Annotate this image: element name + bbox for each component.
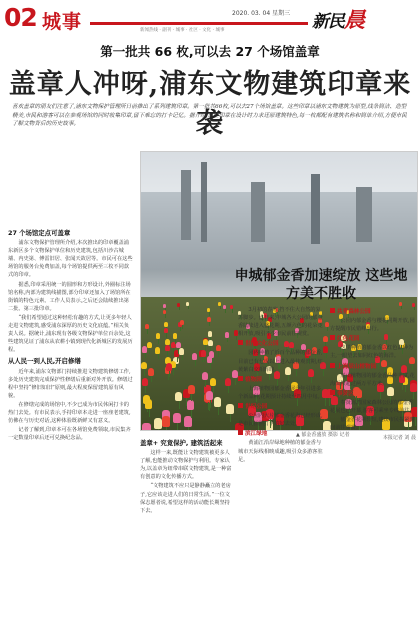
tulip-flower (202, 372, 208, 380)
tulip-flower (230, 305, 233, 309)
location-name: 世博文化公园 (245, 341, 279, 348)
tulip-flower (206, 391, 213, 400)
tulip-flower (187, 400, 194, 410)
location-name: 植物园 (245, 376, 262, 383)
square-bullet-icon (330, 390, 335, 395)
paragraph: 公园内郁金香与樱花同期开放,园方提醒市民错峰出行。 (330, 318, 415, 333)
column-subhead: 27 个场馆定点可盖章 (8, 229, 71, 237)
tulip-flower (166, 363, 172, 371)
date-line: 2020. 03. 04 星期三 (232, 10, 291, 17)
location-heading (330, 390, 416, 398)
tulip-flower (147, 342, 152, 348)
masthead-char-2: 民 (328, 12, 344, 32)
location-heading (330, 308, 416, 316)
tulip-flower (176, 342, 181, 348)
location-name: 共青森林公园 (337, 309, 371, 315)
tulip-stem (165, 313, 166, 318)
tulip-flower (145, 324, 149, 329)
square-bullet-icon (330, 363, 335, 368)
photo-caption: ▲ 郁金香盛放 摄影 记者 (296, 432, 350, 438)
tulip-flower (210, 378, 216, 386)
tulip-flower (148, 368, 154, 376)
paragraph: 黄浦江沿岸绿地种植的郁金香与城市天际线相映成趣,吸引众多游客驻足。 (238, 440, 323, 463)
column-subhead: 盖章+ 究竟保护, 建筑活起来 (140, 439, 223, 447)
tulip-flower (223, 305, 226, 309)
paragraph: 在修缮完成的场馆中,不少已成为市民休闲打卡的热门去处。有市民表示,手持印章本走进一座座老建筑,仿佛在与历史对话,这种体验既新鲜又有意义。 (8, 401, 131, 425)
tulip-flower (164, 328, 168, 333)
tulip-flower (207, 308, 210, 312)
location-name: 滨江绿地 (245, 431, 268, 438)
tulip-flower (208, 340, 213, 346)
sidebar-column-2 (330, 306, 416, 636)
square-bullet-icon (330, 335, 335, 340)
tulip-flower (180, 320, 184, 325)
sidebar-column-1 (238, 306, 324, 636)
tulip-flower (209, 351, 214, 358)
tulip-flower (165, 345, 170, 351)
location-heading (238, 340, 324, 348)
paragraph: 园内种植了近百个品种的郁金香,目前已有七成以上进入最佳观赏期,红黄紫白交相辉映。 (238, 350, 323, 373)
tulip-flower (203, 339, 208, 345)
paragraph: 浦东文物保护管理所介绍,本次推出的印章覆盖浦东新区多个文物保护单位和历史建筑,包括川沙古城墙、内史第、傅雷旧居、张闻天故居等。市民可在这些场馆的服务台免费加盖,每个场馆提供两至三枚不同款式的印章。 (8, 240, 133, 279)
tulip-flower (155, 347, 160, 354)
square-bullet-icon (238, 376, 243, 381)
location-name: 奉贤区 (337, 390, 354, 397)
header-rule (90, 22, 308, 25)
masthead-char-3: 晨 (344, 7, 364, 32)
tulip-flower (216, 345, 221, 351)
paragraph: “我们希望通过这种轻松有趣的方式,让更多年轻人走进文物建筑,感受浦东深厚的历史文化底蕴。”相关负责人说。据统计,浦东现有各级文物保护单位百余处,这些建筑见证了浦东从农耕小镇到现代化新城区的发展历程。 (8, 314, 133, 354)
photo-tower (311, 174, 320, 244)
tulip-flower (173, 333, 177, 339)
location-name: 红色花园 (337, 336, 360, 343)
paragraph: 近年来,浦东文物部门持续推进文物建筑修缮工作,多处历史建筑完成保护性修缮后重新对外开放。修缮过程中坚持“修旧如旧”原则,最大程度保留建筑原有风貌。 (8, 368, 133, 399)
tulip-flower (225, 378, 231, 386)
location-name: 世纪公园 (245, 404, 268, 411)
paragraph: 3月初的春寒,挡不住大自然的复苏脚步。连日来,申城各大公园的郁金香陆续进入盛花期,五颜六色的花朵竞相开放,吸引不少市民前往观赏。 (238, 307, 323, 338)
byline: 本报记者 刘 晨 (382, 435, 416, 442)
sidebar-headline: 申城郁金香加速绽放 这些地方美不胜收 (234, 268, 408, 302)
masthead-char-1: 新 (312, 12, 328, 32)
tulip-flower (173, 413, 181, 423)
square-bullet-icon (238, 430, 243, 435)
tulip-flower (142, 346, 147, 353)
section-name: 城事 (42, 11, 83, 33)
location-name: 上海辰山植物园 (337, 363, 377, 370)
square-bullet-icon (238, 403, 243, 408)
header-subline: 新闻热线 · 副刊 · 城事 · 社区 · 文化 · 城事 (140, 28, 225, 33)
location-heading (238, 403, 324, 411)
location-heading (330, 363, 416, 371)
square-bullet-icon (238, 340, 243, 345)
tulip-flower (225, 332, 229, 338)
paragraph: 公园内大片郁金香花海已经形成,是市民拍照打卡的好去处。 (238, 413, 323, 428)
article-column-2 (140, 436, 232, 636)
tulip-flower (164, 322, 168, 327)
page-header (0, 0, 420, 34)
tulip-flower (214, 397, 221, 407)
tulip-flower (141, 362, 147, 369)
paragraph: 奉贤海湾国家森林公园的郁金香花展也已开幕,游客可乘坐专线前往。 (330, 399, 415, 415)
photo-tower (356, 187, 372, 242)
tulip-flower (163, 304, 166, 308)
column-subhead: 从人民一到人民,开启修缮 (8, 357, 81, 366)
tulip-stem (166, 332, 167, 338)
tulip-flower (145, 399, 152, 409)
tulip-flower (142, 423, 151, 431)
tulip-flower (156, 333, 160, 339)
tulip-flower (226, 404, 234, 414)
tulip-flower (207, 317, 211, 322)
square-bullet-icon (330, 308, 335, 313)
article-lead: 喜欢盖章的朋友们注意了,浦东文物保护管理所日前推出了系列建筑印章。第一批共66枚,可以去27个场馆盖章。这些印章以浦东文物建筑为原型,线条简洁、造型精美,市民和游客可以在参观场馆的同时收集印章,留下难忘的打卡记忆。据介绍,这些印章在设计时力求还原建筑特色,每一枚都配有建筑名称和简单介绍,方便市民了解文物背后的历史故事。 (12, 104, 407, 128)
tulip-flower (177, 303, 180, 307)
section-number: 02 (4, 3, 37, 32)
location-heading (238, 376, 324, 384)
location-heading (238, 430, 324, 438)
photo-tower (201, 162, 207, 242)
paragraph: 郁金香花期较短,建议市民抓紧时间前往观赏。 (330, 417, 415, 432)
paragraph: 上海植物园郁金香展今年引进多个新品种,花期预计持续至四月中旬。 (238, 385, 323, 400)
photo-tower (181, 170, 191, 240)
location-heading (330, 335, 416, 343)
paragraph: 这里种植的郁金香以红色品种为主,一眼望去如同红色的海洋。 (330, 345, 414, 360)
tulip-flower (325, 322, 329, 327)
tulip-flower (192, 353, 197, 360)
tulip-flower (201, 350, 206, 357)
tulip-flower (162, 416, 170, 427)
tulip-flower (208, 331, 212, 337)
tulip-flower (142, 378, 148, 386)
tulip-flower (186, 302, 189, 306)
article-headline: 盖章人冲呀,浦东文物建筑印章来袭 (8, 69, 412, 139)
tulip-flower (179, 348, 184, 355)
paragraph: 这样一来,既能让文物建筑被更多人了解,也能推动文物保护与利用。专家认为,以盖章为纽带串联文物建筑,是一种富有创意的文化传播方式。 (140, 450, 232, 481)
article-kicker: 第一批共 66 枚,可以去 27 个场馆盖章 (100, 44, 320, 59)
tulip-flower (188, 385, 195, 394)
tulip-flower (218, 302, 221, 306)
paragraph: 记者了解到,印章本可在各场馆免费领取,市民集齐一定数量印章后还可兑换纪念品。 (8, 427, 131, 442)
paragraph: 辰山植物园的郁金香品种丰富,花海面积超过两万平方米。 (330, 372, 415, 387)
masthead-logo (312, 4, 364, 34)
article-column-1 (8, 226, 134, 636)
photo-tower (251, 182, 265, 242)
paragraph: “文物建筑不应只是静静矗立的老房子,它应该走进人们的日常生活。”一位文保志愿者说,希望这样的活动能长期坚持下去。 (140, 483, 231, 514)
tulip-flower (175, 392, 182, 401)
paragraph: 据悉,印章采用统一的圆形和方形设计,外圈标注场馆名称,内部为建筑线描图,部分印章还加入了场馆所在街镇的特色元素。工作人员表示,之后还会陆续推出第二批、第三批印章。 (8, 281, 131, 312)
